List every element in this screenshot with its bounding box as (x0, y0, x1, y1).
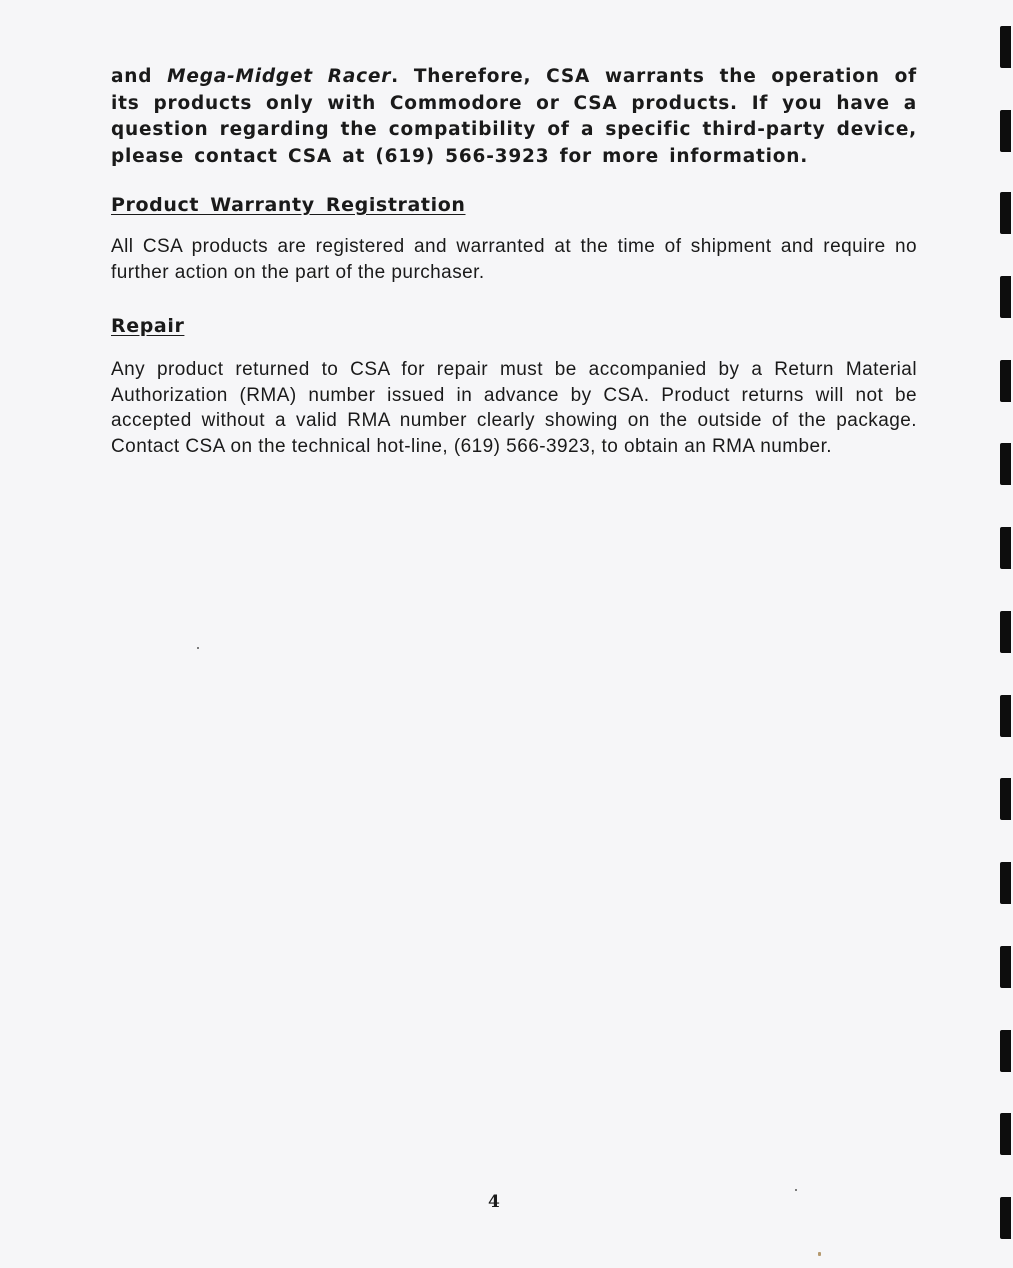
binding-hole (1000, 443, 1011, 485)
page-content (111, 64, 917, 459)
binding-hole (1000, 360, 1011, 402)
binding-hole (1000, 778, 1011, 820)
binding-hole (1000, 1113, 1011, 1155)
paper-speck (795, 1189, 797, 1191)
page-number: 4 (488, 1192, 500, 1212)
binding-hole (1000, 1030, 1011, 1072)
paper-speck (818, 1252, 821, 1256)
product-name-italic: Mega-Midget Racer (167, 66, 392, 87)
repair-heading: Repair (111, 315, 185, 337)
warranty-text-start: and (111, 66, 168, 87)
repair-paragraph: Any product returned to CSA for repair must be accompanied by a Return Material Authorization (RMA) number issued in advance by CSA. Product returns will not be accepted without a valid RMA number clearly showing on the outside of the package. Contact CSA on the technical hot-line, (619) 566-3923, to obtain an RMA number. (111, 359, 917, 457)
binding-hole (1000, 110, 1011, 152)
binding-hole (1000, 946, 1011, 988)
binding-hole (1000, 862, 1011, 904)
paper-speck (197, 647, 199, 649)
warranty-continued-paragraph (111, 64, 917, 170)
registration-heading: Product Warranty Registration (111, 194, 466, 216)
binding-hole (1000, 1197, 1011, 1239)
binding-hole (1000, 192, 1011, 234)
binding-hole (1000, 695, 1011, 737)
binding-hole (1000, 26, 1011, 68)
binding-hole (1000, 527, 1011, 569)
spiral-binding-holes (991, 0, 1013, 1268)
binding-hole (1000, 276, 1011, 318)
registration-paragraph: All CSA products are registered and warranted at the time of shipment and require no further action on the part of the purchaser. (111, 236, 917, 283)
warranty-text-end: . Therefore, CSA warrants the operation of its products only with Commodore or CSA products. If you have a question regarding the compatibility of a specific third-party device, please contact CSA at (619) 566-3923 for more information. (111, 66, 917, 167)
binding-hole (1000, 611, 1011, 653)
